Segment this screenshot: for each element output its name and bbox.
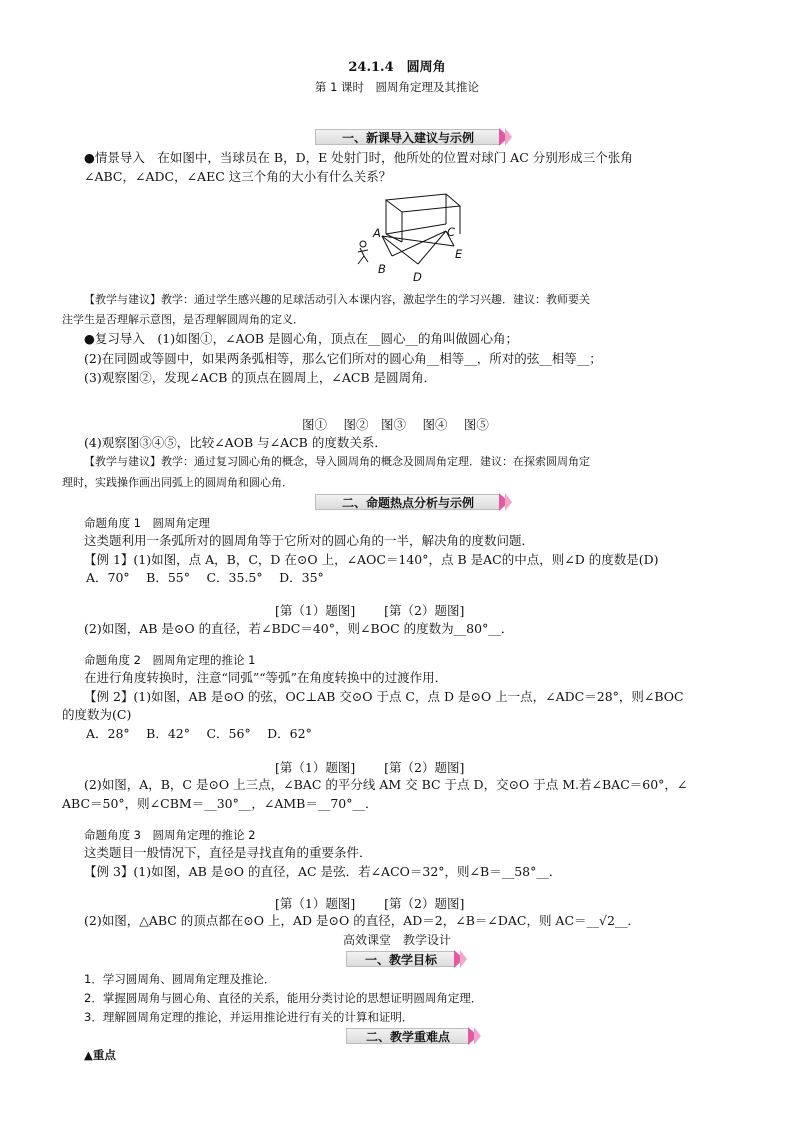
teaching-advice-1-line2: 注学生是否理解示意图，是否理解圆周角的定义． — [62, 313, 304, 326]
example1-part1: 【例 1】(1)如图，点 A，B，C，D 在⊙O 上，∠AOC＝140°，点 B 是AC的中点，则∠D 的度数是(D) — [84, 552, 659, 567]
example2-part2: (2)如图，A，B，C 是⊙O 上三点，∠BAC 的平分线 AM 交 BC 于点 D，交⊙O 于点 M.若∠BAC＝60°，∠ — [84, 777, 688, 792]
banner-arrow-icon — [474, 1027, 481, 1045]
teaching-advice-2-line2: 理时，实践操作画出同弧上的圆周角和圆心角． — [62, 476, 293, 489]
review-line2: (2)在同圆或等圆中，如果两条弧相等，那么它们所对的圆心角__相等__，所对的弦__相等__； — [84, 351, 602, 366]
banner-label: 二、命题热点分析与示例 — [315, 494, 500, 510]
banner-label: 一、新课导入建议与示例 — [315, 129, 500, 145]
teaching-advice-2-line1: 【教学与建议】教学：通过复习圆心角的概念，导入圆周角的概念及圆周角定理．建议：在探索圆周角定 — [84, 455, 590, 468]
page-subtitle: 第 1 课时 圆周角定理及其推论 — [314, 80, 480, 94]
example3-part2: (2)如图，△ABC 的顶点都在⊙O 上，AD 是⊙O 的直径，AD＝2，∠B＝∠DAC，则 AC＝__√2__． — [84, 913, 640, 928]
point-label-b: B — [378, 262, 386, 276]
example1-captions: [第（1）题图] [第（2）题图] — [275, 603, 465, 618]
banner-label: 二、教学重难点 — [346, 1028, 469, 1044]
lesson-design-heading: 高效课堂 教学设计 — [342, 933, 451, 947]
example2-part1: 【例 2】(1)如图，AB 是⊙O 的弦，OC⊥AB 交⊙O 于点 C，点 D 是⊙O 上一点，∠ADC＝28°，则∠BOC — [84, 689, 684, 704]
goal-item-1: 1．学习圆周角、圆周角定理及推论． — [84, 972, 276, 986]
point-label-d: D — [413, 270, 422, 284]
goal-item-2: 2．掌握圆周角与圆心角、直径的关系，能用分类讨论的思想证明圆周角定理． — [84, 991, 483, 1005]
example3-captions: [第（1）题图] [第（2）题图] — [275, 896, 465, 911]
angle3-description: 这类题目一般情况下，直径是寻找直角的重要条件． — [84, 845, 372, 860]
point-label-a: A — [373, 226, 381, 240]
scene-intro-line2: ∠ABC，∠ADC，∠AEC 这三个角的大小有什么关系？ — [84, 169, 392, 184]
example2-captions: [第（1）题图] [第（2）题图] — [275, 760, 465, 775]
section-banner-key-points — [346, 1027, 481, 1045]
banner-label: 一、教学目标 — [346, 951, 455, 967]
angle3-title: 命题角度 3 圆周角定理的推论 2 — [84, 828, 256, 842]
angle1-title: 命题角度 1 圆周角定理 — [84, 516, 210, 530]
review-line1: ●复习导入 (1)如图①，∠AOB 是圆心角，顶点在__圆心__的角叫做圆心角； — [84, 331, 519, 346]
scene-intro-line1: ●情景导入 在如图中，当球员在 B，D，E 处射门时，他所处的位置对球门 AC 分别形成三个张角 — [84, 150, 633, 165]
section-banner-hotspots — [315, 493, 512, 511]
example1-part2: (2)如图，AB 是⊙O 的直径，若∠BDC＝40°，则∠BOC 的度数为__80°__． — [84, 621, 514, 636]
banner-arrow-icon — [505, 128, 512, 146]
banner-arrow-icon — [460, 950, 467, 968]
figure-captions: 图① 图② 图③ 图④ 图⑤ — [302, 417, 489, 432]
banner-arrow-icon — [505, 493, 512, 511]
key-point-label: ▲重点 — [84, 1048, 116, 1062]
section-banner-intro — [315, 128, 512, 146]
goal-item-3: 3．理解圆周角定理的推论，并运用推论进行有关的计算和证明． — [84, 1010, 414, 1024]
example2-options: A．28° B．42° C．56° D．62° — [86, 726, 312, 741]
page-title: 24.1.4 圆周角 — [348, 60, 446, 75]
angle1-description: 这类题利用一条弧所对的圆周角等于它所对的圆心角的一半，解决角的度数问题． — [84, 533, 535, 548]
section-banner-goals — [346, 950, 467, 968]
review-line3: (3)观察图②，发现∠ACB 的顶点在圆周上，∠ACB 是圆周角． — [84, 370, 437, 385]
review-line4: (4)观察图③④⑤，比较∠AOB 与∠ACB 的度数关系． — [84, 435, 387, 450]
example2-part2-cont: ABC＝50°，则∠CBM＝__30°__，∠AMB＝__70°__． — [62, 796, 378, 811]
example2-part1-cont: 的度数为(C) — [62, 707, 132, 722]
angle2-title: 命题角度 2 圆周角定理的推论 1 — [84, 653, 256, 667]
teaching-advice-1-line1: 【教学与建议】教学：通过学生感兴趣的足球活动引入本课内容，激起学生的学习兴趣．建议：教师要关 — [84, 293, 590, 306]
point-label-e: E — [455, 247, 463, 261]
example3-part1: 【例 3】(1)如图，AB 是⊙O 的直径，AC 是弦．若∠ACO＝32°，则∠B＝__58°__． — [84, 864, 562, 879]
example1-options: A．70° B．55° C．35.5° D．35° — [86, 570, 324, 585]
angle2-description: 在进行角度转换时，注意“同弧”“等弧”在角度转换中的过渡作用． — [84, 670, 448, 685]
point-label-c: C — [447, 225, 456, 239]
